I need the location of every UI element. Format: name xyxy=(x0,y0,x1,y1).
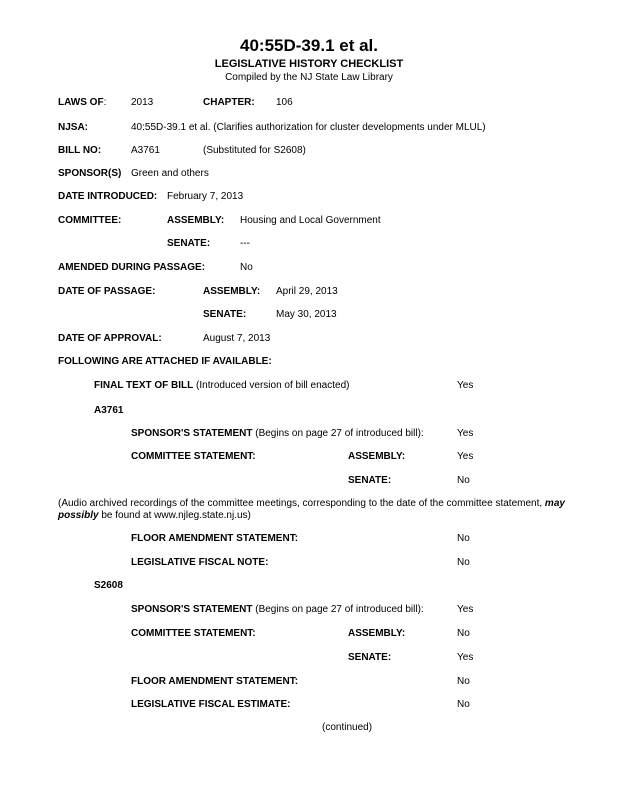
committee-assembly-value: Housing and Local Government xyxy=(240,215,381,226)
committee-assembly-label: ASSEMBLY: xyxy=(167,215,225,226)
njsa-value: 40:55D-39.1 et al. (Clarifies authorization for cluster developments under MLUL) xyxy=(131,122,486,133)
bill-no-label: BILL NO: xyxy=(58,145,102,156)
a3761-fiscal-value: No xyxy=(457,557,470,568)
s2608-senate-value: Yes xyxy=(457,652,474,663)
a3761-heading: A3761 xyxy=(94,405,124,416)
s2608-heading: S2608 xyxy=(94,580,123,591)
a3761-committee-label: COMMITTEE STATEMENT: xyxy=(131,451,256,462)
s2608-sponsor-label: SPONSOR'S STATEMENT (Begins on page 27 of introduced bill): xyxy=(131,604,424,615)
audio-archive-note: (Audio archived recordings of the committee meetings, corresponding to the date of the committee statement, may possibly be found at www.njleg.state.nj.us) xyxy=(58,498,565,521)
passage-senate-value: May 30, 2013 xyxy=(276,309,337,320)
amended-value: No xyxy=(240,262,253,273)
passage-assembly-label: ASSEMBLY: xyxy=(203,286,261,297)
committee-label: COMMITTEE: xyxy=(58,215,122,226)
s2608-assembly-label: ASSEMBLY: xyxy=(348,628,406,639)
committee-senate-label: SENATE: xyxy=(167,238,211,249)
a3761-senate-label: SENATE: xyxy=(348,475,392,486)
s2608-fiscal-label: LEGISLATIVE FISCAL ESTIMATE: xyxy=(131,699,291,710)
passage-assembly-value: April 29, 2013 xyxy=(276,286,338,297)
final-text-value: Yes xyxy=(457,380,474,391)
s2608-assembly-value: No xyxy=(457,628,470,639)
committee-senate-value: --- xyxy=(240,238,250,249)
a3761-senate-value: No xyxy=(457,475,470,486)
s2608-floor-label: FLOOR AMENDMENT STATEMENT: xyxy=(131,676,299,687)
bill-substituted: (Substituted for S2608) xyxy=(203,145,306,156)
final-text-label: FINAL TEXT OF BILL (Introduced version of bill enacted) xyxy=(94,380,350,391)
s2608-committee-label: COMMITTEE STATEMENT: xyxy=(131,628,256,639)
amended-label: AMENDED DURING PASSAGE: xyxy=(58,262,206,273)
sponsors-value: Green and others xyxy=(131,168,209,179)
a3761-floor-label: FLOOR AMENDMENT STATEMENT: xyxy=(131,533,299,544)
compiled-by: Compiled by the NJ State Law Library xyxy=(225,72,393,83)
passage-senate-label: SENATE: xyxy=(203,309,247,320)
date-of-approval-label: DATE OF APPROVAL: xyxy=(58,333,162,344)
date-introduced-label: DATE INTRODUCED: xyxy=(58,191,158,202)
continued-note: (continued) xyxy=(322,722,373,733)
s2608-floor-value: No xyxy=(457,676,470,687)
a3761-sponsor-label: SPONSOR'S STATEMENT (Begins on page 27 of introduced bill): xyxy=(131,428,424,439)
a3761-fiscal-label: LEGISLATIVE FISCAL NOTE: xyxy=(131,557,269,568)
date-of-approval-value: August 7, 2013 xyxy=(203,333,271,344)
laws-of-year: 2013 xyxy=(131,97,154,108)
page-subtitle: LEGISLATIVE HISTORY CHECKLIST xyxy=(214,58,404,70)
attached-heading: FOLLOWING ARE ATTACHED IF AVAILABLE: xyxy=(58,356,272,367)
a3761-assembly-label: ASSEMBLY: xyxy=(348,451,406,462)
s2608-fiscal-value: No xyxy=(457,699,470,710)
chapter-label: CHAPTER: xyxy=(203,97,255,108)
s2608-sponsor-value: Yes xyxy=(457,604,474,615)
a3761-sponsor-value: Yes xyxy=(457,428,474,439)
a3761-floor-value: No xyxy=(457,533,470,544)
a3761-assembly-value: Yes xyxy=(457,451,474,462)
njsa-label: NJSA: xyxy=(58,122,89,133)
bill-no-value: A3761 xyxy=(131,145,160,156)
laws-of-label: LAWS OF: xyxy=(58,97,107,108)
sponsors-label: SPONSOR(S) xyxy=(58,168,122,179)
date-introduced-value: February 7, 2013 xyxy=(167,191,244,202)
s2608-senate-label: SENATE: xyxy=(348,652,392,663)
page-title: 40:55D-39.1 et al. xyxy=(240,36,378,55)
chapter-value: 106 xyxy=(276,97,293,108)
date-of-passage-label: DATE OF PASSAGE: xyxy=(58,286,156,297)
